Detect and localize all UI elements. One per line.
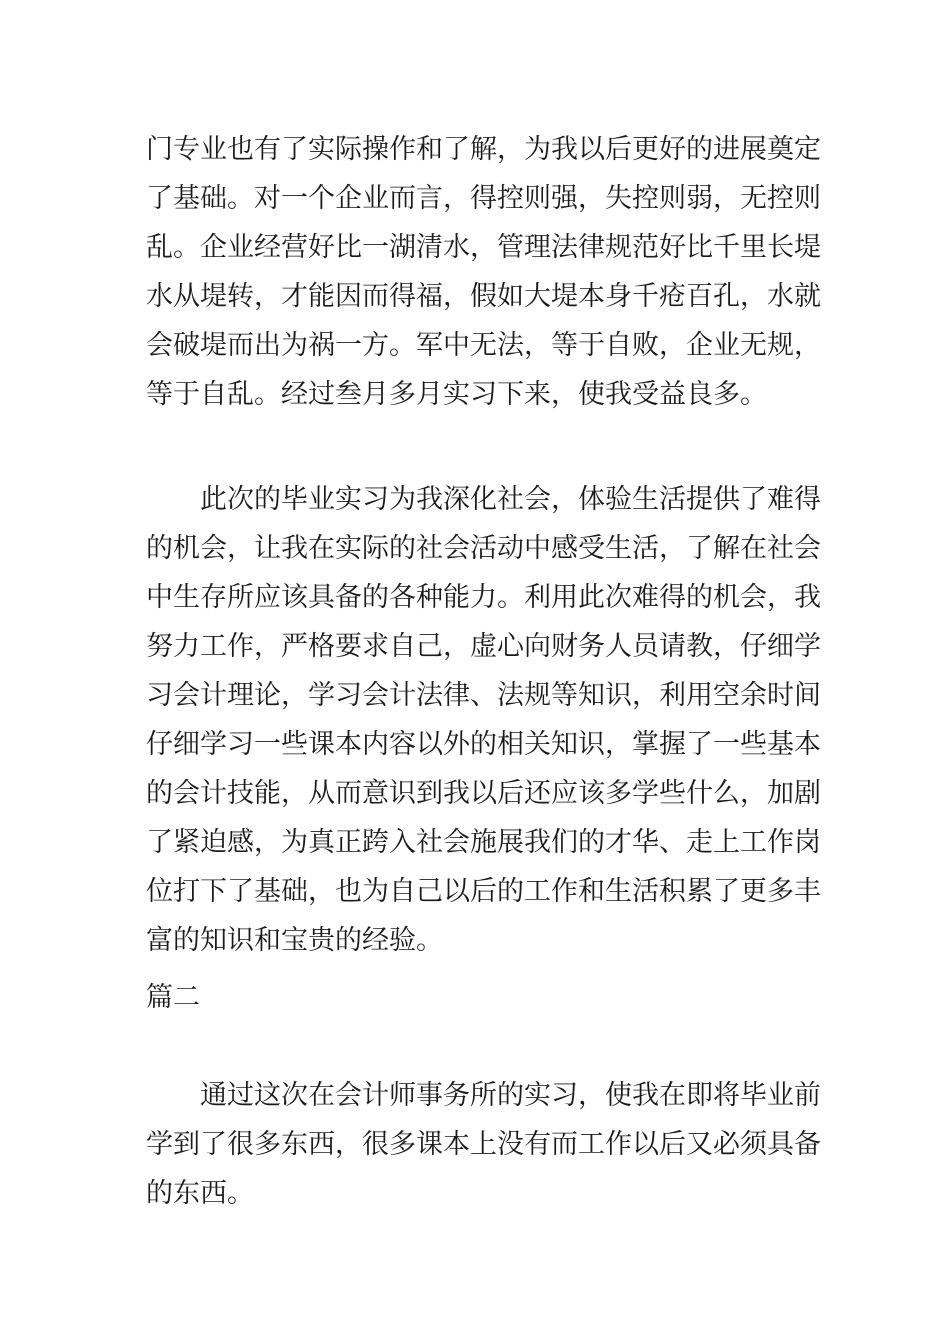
- paragraph-1-line-6: 等于自乱。经过叁月多月实习下来，使我受益良多。: [146, 379, 767, 410]
- paragraph-3-line-2: 学到了很多东西，很多课本上没有而工作以后又必须具备: [146, 1129, 821, 1160]
- paragraph-1-line-5: 会破堤而出为祸一方。军中无法，等于自败，企业无规，: [146, 330, 821, 361]
- paragraph-1-line-1: 门专业也有了实际操作和了解，为我以后更好的进展奠定: [146, 134, 821, 165]
- paragraph-1-line-4: 水从堤转，才能因而得福，假如大堤本身千疮百孔，水就: [146, 281, 821, 312]
- paragraph-2-line-9: 位打下了基础，也为自己以后的工作和生活积累了更多丰: [146, 876, 821, 907]
- paragraph-1-line-3: 乱。企业经营好比一湖清水，管理法律规范好比千里长堤: [146, 232, 821, 263]
- paragraph-3-line-1: 通过这次在会计师事务所的实习，使我在即将毕业前: [200, 1080, 821, 1111]
- paragraph-3-line-3: 的东西。: [146, 1178, 254, 1209]
- section-heading: 篇二: [146, 982, 200, 1013]
- paragraph-2-line-8: 了紧迫感，为真正跨入社会施展我们的才华、走上工作岗: [146, 827, 821, 858]
- paragraph-2-line-6: 仔细学习一些课本内容以外的相关知识，掌握了一些基本: [146, 729, 821, 760]
- paragraph-2-line-3: 中生存所应该具备的各种能力。利用此次难得的机会，我: [146, 582, 821, 613]
- paragraph-2-line-4: 努力工作，严格要求自己，虚心向财务人员请教，仔细学: [146, 631, 821, 662]
- paragraph-1-line-2: 了基础。对一个企业而言，得控则强，失控则弱，无控则: [146, 183, 821, 214]
- paragraph-2-line-2: 的机会，让我在实际的社会活动中感受生活，了解在社会: [146, 533, 821, 564]
- paragraph-2-line-7: 的会计技能，从而意识到我以后还应该多学些什么，加剧: [146, 778, 821, 809]
- paragraph-2-line-10: 富的知识和宝贵的经验。: [146, 925, 443, 956]
- paragraph-2-line-1: 此次的毕业实习为我深化社会，体验生活提供了难得: [200, 484, 821, 515]
- paragraph-2-line-5: 习会计理论，学习会计法律、法规等知识，利用空余时间: [146, 680, 821, 711]
